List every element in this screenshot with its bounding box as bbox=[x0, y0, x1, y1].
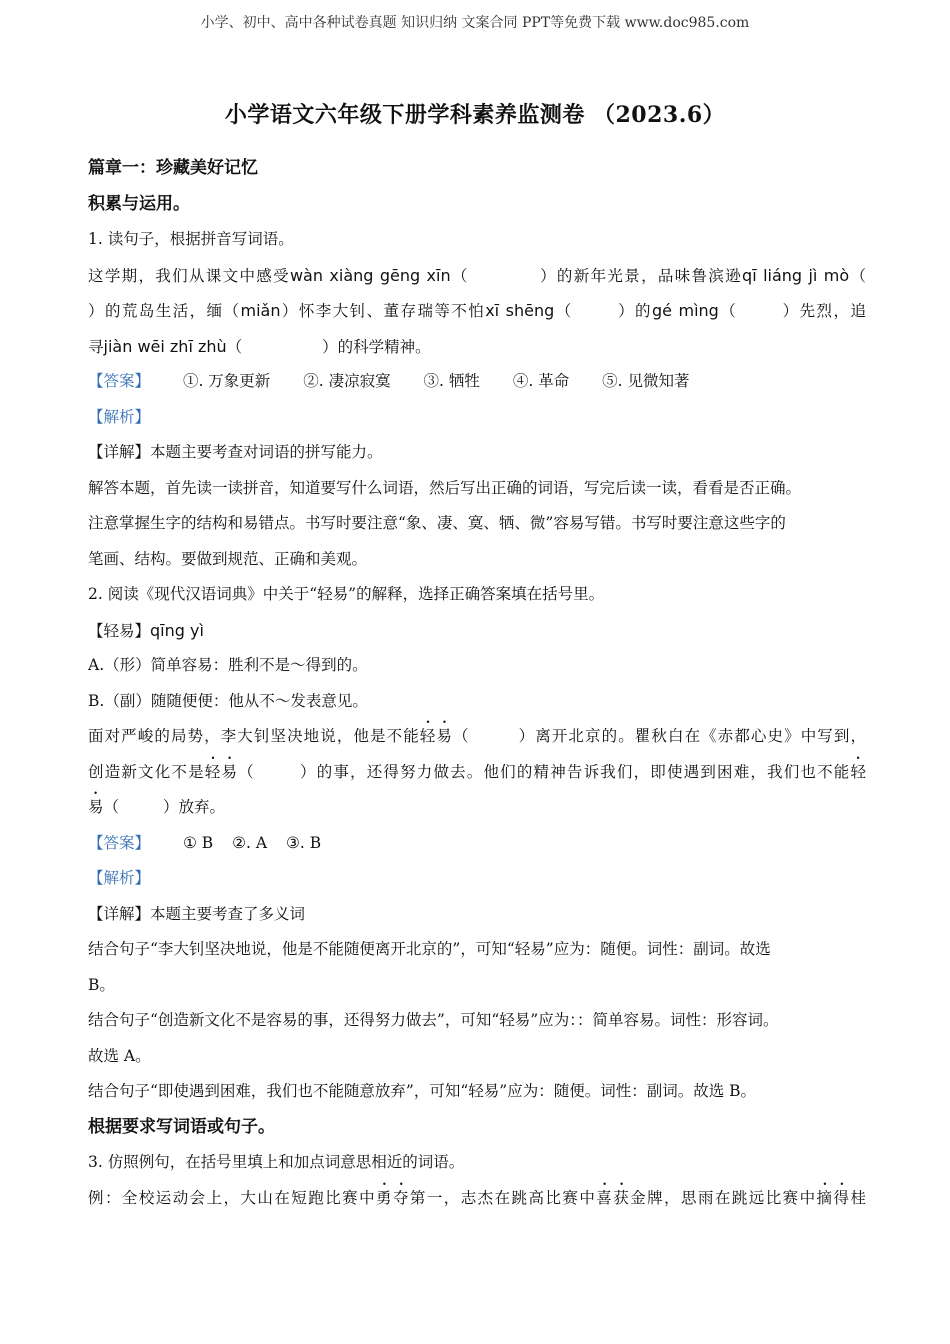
question-2-detail: 【详解】本题主要考查了多义词 bbox=[88, 904, 306, 923]
document-body bbox=[88, 150, 866, 1215]
question-2-para-1: 结合句子“李大钊坚决地说，他是不能随便离开北京的”，可知“轻易”应为：随便。词性：副词。故选 bbox=[88, 940, 771, 958]
question-1-analysis-label: 【解析】 bbox=[88, 407, 151, 426]
question-1-answer: 【答案】 ①. 万象更新 ②. 凄凉寂寞 ③. 牺牲 ④. 革命 ⑤. 见微知著 bbox=[88, 372, 690, 390]
definition-a: A.（形）简单容易：胜利不是～得到的。 bbox=[88, 656, 368, 674]
question-1-detail: 【详解】本题主要考查对词语的拼写能力。 bbox=[88, 443, 383, 461]
chapter-heading: 篇章一：珍藏美好记忆 bbox=[88, 158, 258, 178]
section-heading: 积累与运用。 bbox=[88, 193, 190, 214]
question-2-para-1-cont: B。 bbox=[88, 975, 115, 994]
question-3-stem: 3. 仿照例句，在括号里填上和加点词意思相近的词语。 bbox=[88, 1153, 465, 1171]
question-2-para-3: 结合句子“即使遇到困难，我们也不能随意放弃”，可知“轻易”应为：随便。词性：副词。故选 B。 bbox=[88, 1082, 757, 1100]
question-2-stem: 2. 阅读《现代汉语词典》中关于“轻易”的解释，选择正确答案填在括号里。 bbox=[88, 585, 605, 603]
question-2-para-2: 结合句子“创造新文化不是容易的事，还得努力做去”，可知“轻易”应为：：简单容易。词性：形容词。 bbox=[88, 1011, 779, 1029]
question-1-line-2: ）的荒岛生活，缅（miǎn）怀李大钊、董存瑞等不怕xī shēng（ ）的gé mìng（ ）先烈，追 bbox=[88, 301, 866, 320]
question-2-para-2-cont: 故选 A。 bbox=[88, 1046, 151, 1065]
question-2-line-3: 易（ ）放弃。 bbox=[88, 798, 226, 816]
dictionary-entry: 【轻易】qīng yì bbox=[88, 620, 204, 640]
page-header: 小学、初中、高中各种试卷真题 知识归纳 文案合同 PPT等免费下载 www.doc985.com bbox=[200, 15, 750, 31]
section-heading-2: 根据要求写词语或句子。 bbox=[88, 1116, 275, 1137]
question-1-stem: 1. 读句子，根据拼音写词语。 bbox=[88, 230, 294, 248]
question-1-line-3: 寻jiàn wēi zhī zhù（ ）的科学精神。 bbox=[88, 336, 431, 356]
question-3-example: 例：全校运动会上，大山在短跑比赛中勇夺第一，志杰在跳高比赛中喜获金牌，思雨在跳远比赛中摘得桂 bbox=[88, 1188, 866, 1207]
question-1-para-1: 解答本题，首先读一读拼音，知道要写什么词语，然后写出正确的词语，写完后读一读，看看是否正确。 bbox=[88, 478, 802, 497]
question-2-analysis-label: 【解析】 bbox=[88, 869, 151, 887]
question-1-para-3: 笔画、结构。要做到规范、正确和美观。 bbox=[88, 549, 368, 568]
question-2-line-1: 面对严峻的局势，李大钊坚决地说，他是不能轻易（ ）离开北京的。瞿秋白在《赤都心史》中写到， bbox=[88, 727, 866, 745]
definition-b: B.（副）随随便便：他从不～发表意见。 bbox=[88, 691, 368, 710]
question-1-para-2: 注意掌握生字的结构和易错点。书写时要注意“象、凄、寞、牺、微”容易写错。书写时要注意这些字的 bbox=[88, 514, 786, 532]
question-1-line-1: 这学期，我们从课文中感受wàn xiàng gēng xīn（ ）的新年光景，品味鲁滨逊qī liáng jì mò（ bbox=[88, 265, 866, 285]
question-2-line-2: 创造新文化不是轻易（ ）的事，还得努力做去。他们的精神告诉我们，即使遇到困难，我们也不能轻 bbox=[88, 762, 866, 781]
page-title: 小学语文六年级下册学科素养监测卷 （2023.6） bbox=[224, 102, 726, 128]
question-2-answer: 【答案】 ① B ②. A ③. B bbox=[88, 833, 322, 852]
